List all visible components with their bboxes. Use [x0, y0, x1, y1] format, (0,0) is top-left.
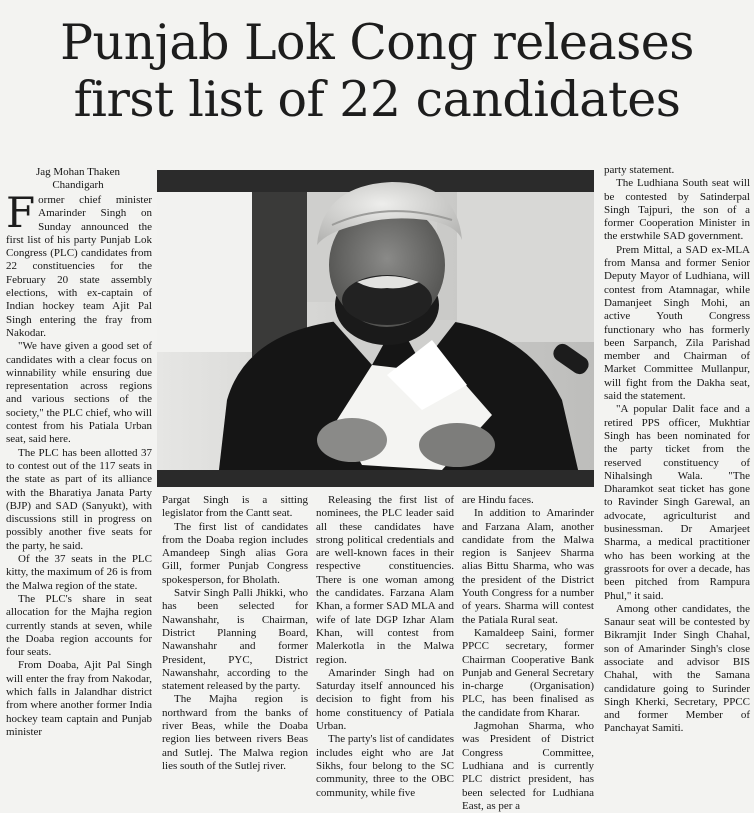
article-column-4 [462, 494, 594, 813]
article-column-2 [162, 494, 308, 773]
paragraph: The first list of candidates from the Doaba region includes Amandeep Singh alias Gora Gill, former Punjab Congress spokesperson, for Bholath. [162, 520, 308, 586]
paragraph: The Majha region is northward from the banks of river Beas, while the Doaba region lies between rivers Beas and Sutlej. The Malwa region lies south of the Sutlej river. [162, 693, 308, 772]
paragraph: "A popular Dalit face and a retired PPS officer, Mukhtiar Singh has been nominated for the party ticket from the reserved constituency of Nihalsingh Wala. "The Dharamkot seat ticket has gone to Ravinder Singh Garewal, an advocate, agriculturist and businessman. Dr Amarjeet Sharma, a medical practitioner who has been working at the grassroots for over a decade, has been pitched from Rampura Phul," it said. [604, 403, 750, 602]
paragraph: Kamaldeep Saini, former PPCC secretary, former Chairman Cooperative Bank Punjab and General Secretary in-charge (Organisation) PLC, has been finalised as the candidate from Kharar. [462, 626, 594, 719]
paragraph: Satvir Singh Palli Jhikki, who has been selected for Nawanshahr, is Chairman, District Planning Board, Nawanshahr and former President, PYC, District Nawanshahr, according to the statement released by the party. [162, 587, 308, 693]
headline-line-1: Punjab Lok Cong releases [60, 14, 694, 71]
drop-cap: F [6, 188, 36, 237]
paragraph: The PLC has been allotted 37 to contest out of the 117 seats in the state as part of its alliance with the Bharatiya Janata Party (BJP) and SAD (Sanyukt), with discussions still in progress on possibly another five seats for the party, he said. [6, 446, 152, 552]
article-column-5 [604, 164, 750, 736]
paragraph: Amarinder Singh had on Saturday itself announced his decision to fight from his home constituency of Patiala Urban. [316, 666, 454, 733]
paragraph: The Ludhiana South seat will be contested by Satinderpal Singh Tajpuri, the son of a former Cooperation Minister in the erstwhile SAD government. [604, 177, 750, 243]
headline [0, 0, 754, 128]
paragraph: party statement. [604, 164, 675, 176]
paragraph: The PLC's share in seat allocation for the Majha region currently stands at seven, while the Doaba region accounts for four seats. [6, 592, 152, 659]
paragraph: Prem Mittal, a SAD ex-MLA from Mansa and former Senior Deputy Mayor of Ludhiana, will contest from Atamnagar, while Damanjeet Singh Mohi, an active Youth Congress functionary who has formerly been Sarpanch, Zila Parishad member and Chairman of Market Committee Mullanpur, will fight from the Dakha seat, said the statement. [604, 243, 750, 403]
headline-line-2: first list of 22 candidates [73, 71, 681, 128]
paragraph: From Doaba, Ajit Pal Singh will enter the fray from Nakodar, which falls in Jalandhar district from where another former India hockey team captain and Punjab minister [6, 659, 152, 738]
paragraph: "We have given a good set of candidates with a clear focus on winnability while ensuring due representation across regions and various sections of the society," the PLC chief, who will contest from his Patiala Urban seat, said here. [6, 340, 152, 446]
byline-place: Chandigarh [52, 179, 104, 191]
paragraph: Among other candidates, the Sanaur seat will be contested by Bikramjit Inder Singh Chahal, son of Amarinder Singh's close associate and advisor BIS Chahal, with the Samana candidature going to Surinder Singh Kherki, Secretary, PPCC and former Member of Panchayat Samiti. [604, 602, 750, 735]
paragraph: Jagmohan Sharma, who was President of District Congress Committee, Ludhiana and is currently PLC district president, has been selected for Ludhiana East, as per a [462, 720, 594, 812]
lead-paragraph: Former chief minister Amarinder Singh on Sunday announced the first list of his party Punjab Lok Congress (PLC) candidates from 22 constituencies for the February 20 state assembly elections, with ex-captain of Indian hockey team Ajit Pal Singh entering the fray from Nakodar. [6, 188, 152, 339]
paragraph: The party's list of candidates includes eight who are Jat Sikhs, four belong to the SC community, three to the OBC community, while five [316, 733, 455, 799]
paragraph: Releasing the first list of nominees, the PLC leader said all these candidates have strong political credentials and are well-known faces in their respective constituencies. There is one woman among the candidates. Farzana Alam Khan, a former SAD MLA and wife of late DGP Izhar Alam Khan, will contest from Malerkotla in the Malwa region. [316, 494, 454, 666]
article-column-1 [6, 188, 152, 739]
paragraph: In addition to Amarinder and Farzana Alam, another candidate from the Malwa region is Sanjeev Sharma alias Bittu Sharma, who was the president of the District Youth Congress for a number of years. Sharma will contest the Patiala Rural seat. [462, 507, 594, 626]
paragraph: are Hindu faces. [462, 494, 534, 506]
article-column-3 [316, 494, 454, 800]
paragraph: Pargat Singh is a sitting legislator from the Cantt seat. [162, 494, 308, 520]
byline-author: Jag Mohan Thaken [35, 166, 121, 178]
photo-amarinder-singh [157, 170, 594, 487]
article-photo [157, 170, 594, 487]
paragraph: Of the 37 seats in the PLC kitty, the maximum of 26 is from the Malwa region of the state. [6, 553, 152, 592]
